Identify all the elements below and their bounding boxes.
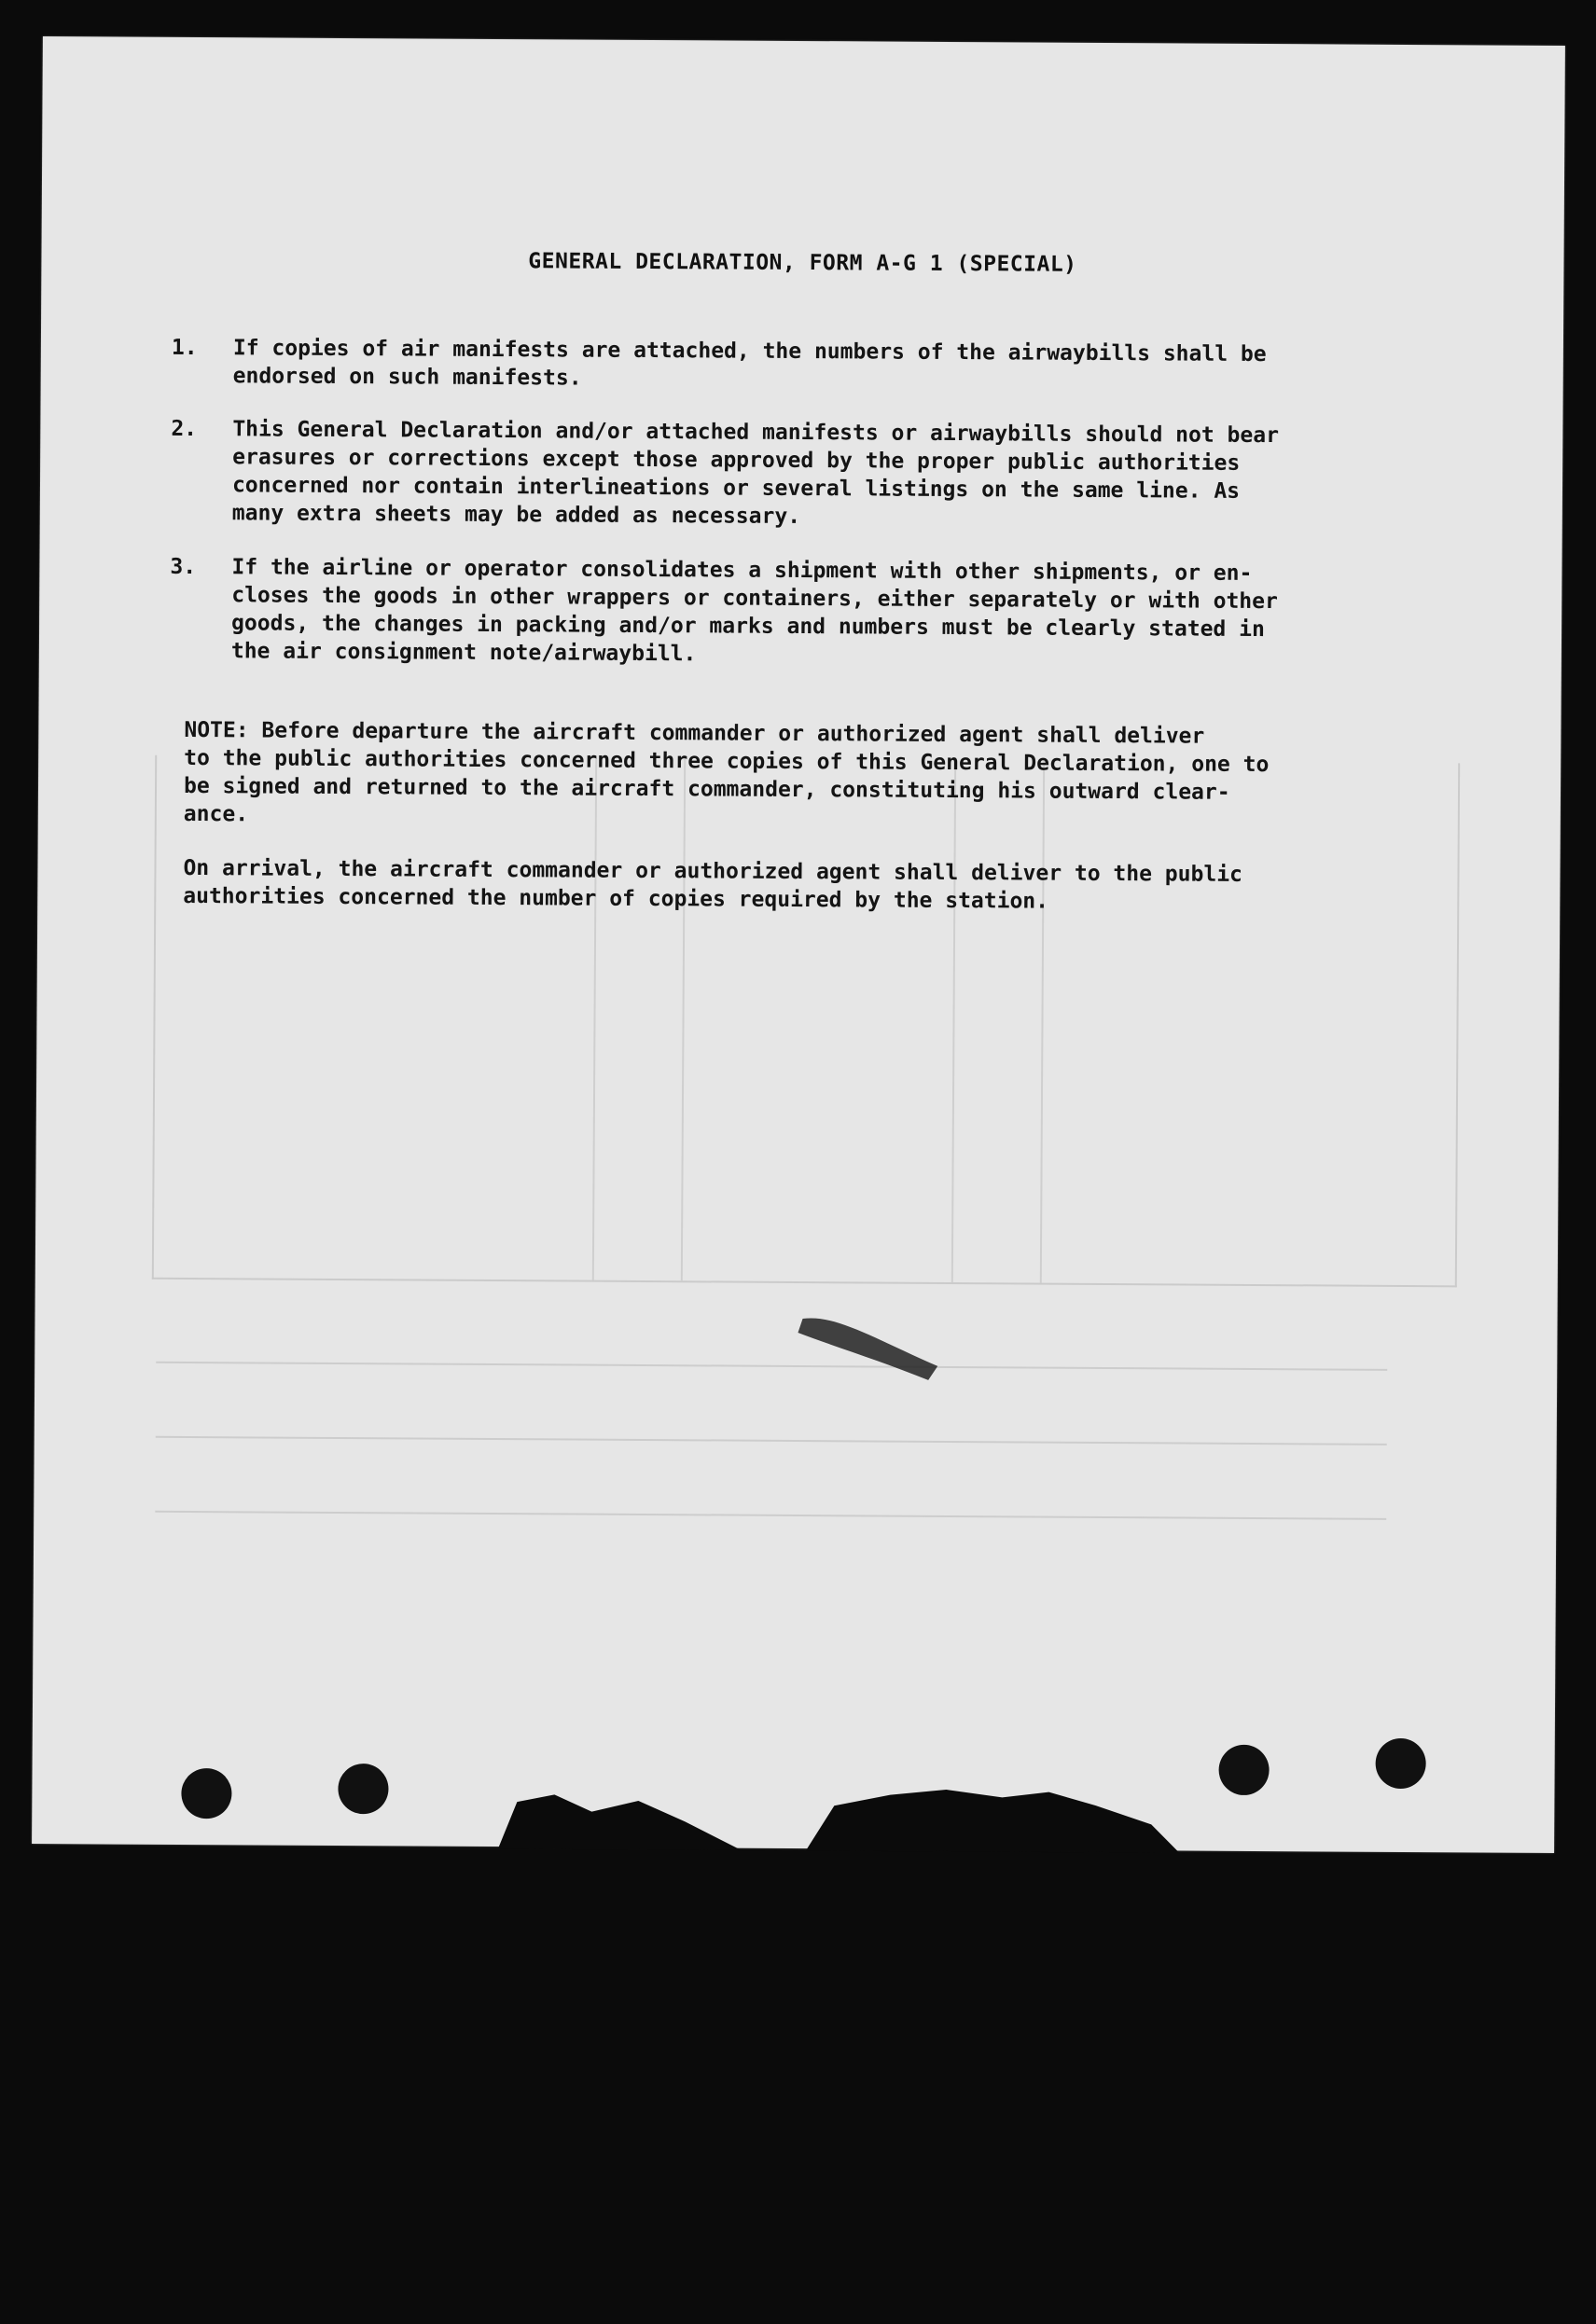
- bleed-through-line: [155, 1511, 1386, 1520]
- instruction-number: 1.: [171, 335, 198, 361]
- document-page: [32, 36, 1565, 1853]
- instruction-text: If copies of air manifests are attached, the numbers of the airwaybills shall be endorsed on such manifests.: [232, 336, 1267, 391]
- punch-hole: [1375, 1738, 1425, 1789]
- bleed-through-form-grid: [152, 755, 1460, 1288]
- instruction-number: 2.: [171, 416, 198, 442]
- instruction-number: 3.: [170, 554, 197, 580]
- bleed-through-line: [156, 1362, 1387, 1371]
- note-paragraph: NOTE: Before departure the aircraft commander or authorized agent shall deliver to the public authorities concerned three copies of this General Declaration, one to be signed and returned to the aircraft commander, constituting his outward clear- ance.: [183, 717, 1270, 827]
- arrival-paragraph: On arrival, the aircraft commander or authorized agent shall deliver to the public authorities concerned the number of copies required by the station.: [183, 855, 1243, 914]
- bleed-through-line: [156, 1436, 1387, 1446]
- instruction-item: [171, 415, 1459, 538]
- instruction-item: [170, 553, 1458, 676]
- instruction-item: [172, 334, 1459, 401]
- torn-paper-edge: [32, 1780, 1554, 1855]
- document-title: GENERAL DECLARATION, FORM A-G 1 (SPECIAL): [528, 249, 1077, 277]
- ink-stamp-smudge: [798, 1309, 947, 1385]
- instruction-text: If the airline or operator consolidates a shipment with other shipments, or en- closes the goods in other wrappers or containers, either separately or with other goods, the changes in packing and/or marks and numbers must be clearly stated in the air consignment note/airwaybill.: [230, 555, 1278, 667]
- instruction-text: This General Declaration and/or attached manifests or airwaybills should not bear erasures or corrections except those approved by the proper public authorities concerned nor contain interlineations or several listings on the same line. As many extra sheets may be added as necessary.: [231, 417, 1280, 530]
